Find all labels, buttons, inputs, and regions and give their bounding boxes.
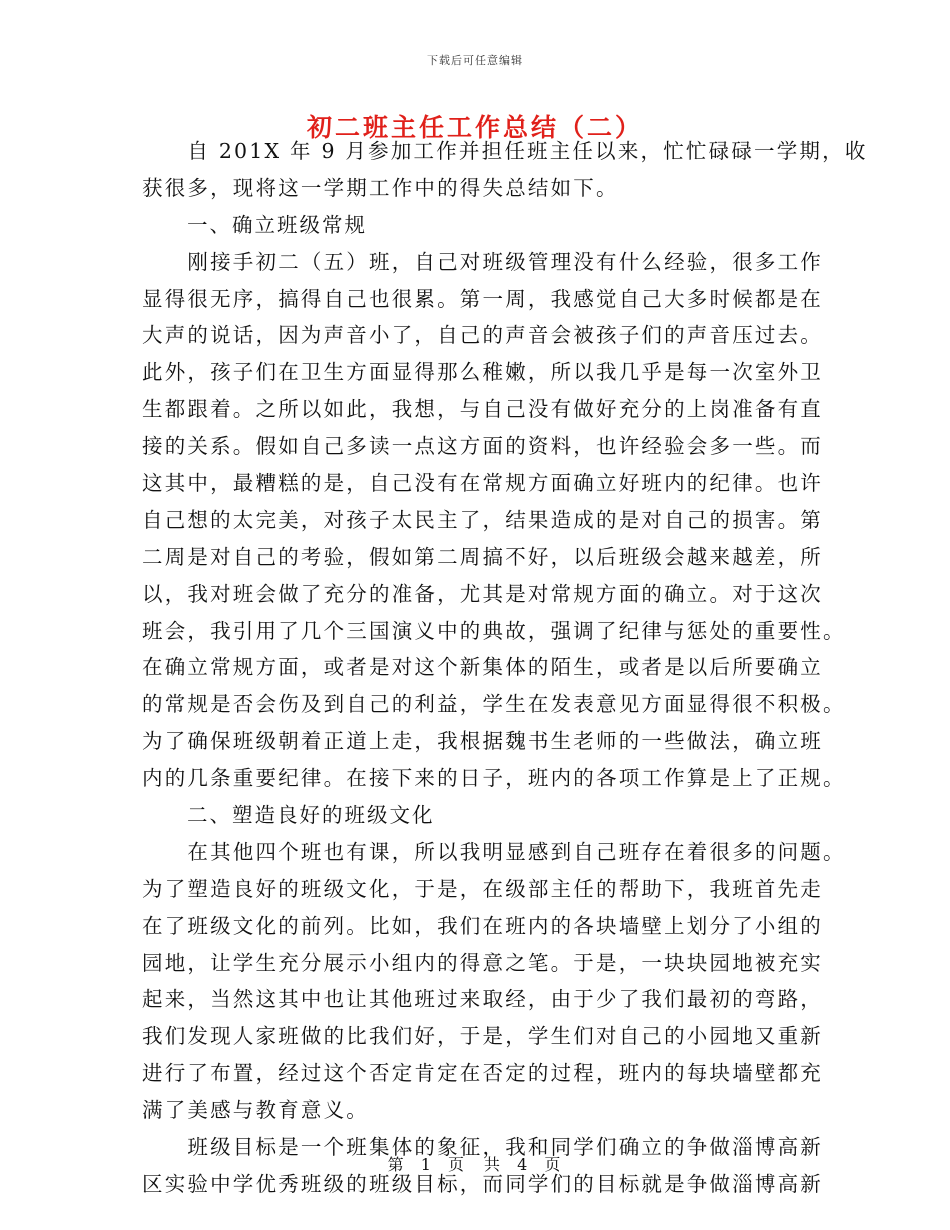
body-line: 班会，我引用了几个三国演义中的典故，强调了纪律与惩处的重要性。 bbox=[142, 618, 846, 643]
body-line: 接的关系。假如自己多读一点这方面的资料，也许经验会多一些。而 bbox=[142, 434, 823, 459]
body-line: 园地，让学生充分展示小组内的得意之笔。于是，一块块园地被充实 bbox=[142, 950, 823, 975]
body-line: 满了美感与教育意义。 bbox=[142, 1098, 369, 1123]
body-line: 生都跟着。之所以如此，我想，与自己没有做好充分的上岗准备有直 bbox=[142, 397, 823, 422]
body-line: 自己想的太完美，对孩子太民主了，结果造成的是对自己的损害。第 bbox=[142, 507, 823, 532]
body-line: 进行了布置，经过这个否定肯定在否定的过程，班内的每块墙壁都充 bbox=[142, 1061, 823, 1086]
page-label-middle: 页 共 bbox=[447, 1155, 502, 1174]
section-heading: 一、确立班级常规 bbox=[142, 212, 367, 237]
body-line: 二周是对自己的考验，假如第二周搞不好，以后班级会越来越差，所 bbox=[142, 544, 823, 569]
body-line: 为了塑造良好的班级文化，于是，在级部主任的帮助下，我班首先走 bbox=[142, 876, 823, 901]
body-line: 区实验中学优秀班级的班级目标，而同学们的目标就是争做淄博高新 bbox=[142, 1171, 823, 1196]
body-line: 自 201X 年 9 月参加工作并担任班主任以来，忙忙碌碌一学期，收 bbox=[142, 139, 868, 163]
document-title: 初二班主任工作总结（二） bbox=[306, 113, 643, 142]
body-line: 内的几条重要纪律。在接下来的日子，班内的各项工作算是上了正规。 bbox=[142, 766, 846, 791]
body-line: 为了确保班级朝着正道上走，我根据魏书生老师的一些做法，确立班 bbox=[142, 729, 823, 754]
body-line: 刚接手初二（五）班，自己对班级管理没有什么经验，很多工作 bbox=[142, 249, 823, 274]
body-line: 显得很无序，搞得自己也很累。第一周，我感觉自己大多时候都是在 bbox=[142, 286, 823, 311]
current-page-number: 1 bbox=[420, 1155, 433, 1174]
total-page-count: 4 bbox=[517, 1155, 530, 1174]
body-line: 起来，当然这其中也让其他班过来取经，由于少了我们最初的弯路， bbox=[142, 987, 823, 1012]
page-label-suffix: 页 bbox=[544, 1155, 563, 1174]
body-line: 此外，孩子们在卫生方面显得那么稚嫩，所以我几乎是每一次室外卫 bbox=[142, 360, 823, 385]
body-line: 获很多，现将这一学期工作中的得失总结如下。 bbox=[142, 175, 619, 200]
document-body bbox=[142, 133, 868, 1203]
body-line: 我们发现人家班做的比我们好，于是，学生们对自己的小园地又重新 bbox=[142, 1024, 823, 1049]
body-line: 在了班级文化的前列。比如，我们在班内的各块墙壁上划分了小组的 bbox=[142, 913, 823, 938]
body-line: 这其中，最糟糕的是，自己没有在常规方面确立好班内的纪律。也许 bbox=[142, 471, 823, 496]
body-line: 在其他四个班也有课，所以我明显感到自己班存在着很多的问题。 bbox=[142, 839, 846, 864]
page-footer bbox=[0, 1152, 950, 1175]
page-header-note: 下载后可任意编辑 bbox=[427, 54, 523, 67]
body-line: 以，我对班会做了充分的准备，尤其是对常规方面的确立。对于这次 bbox=[142, 581, 823, 606]
page-label-prefix: 第 bbox=[387, 1155, 406, 1174]
body-line: 班级目标是一个班集体的象征，我和同学们确立的争做淄博高新 bbox=[142, 1135, 823, 1160]
body-line: 大声的说话，因为声音小了，自己的声音会被孩子们的声音压过去。 bbox=[142, 323, 823, 348]
section-heading: 二、塑造良好的班级文化 bbox=[142, 803, 435, 828]
body-line: 的常规是否会伤及到自己的利益，学生在发表意见方面显得很不积极。 bbox=[142, 692, 846, 717]
body-line: 在确立常规方面，或者是对这个新集体的陌生，或者是以后所要确立 bbox=[142, 655, 823, 680]
